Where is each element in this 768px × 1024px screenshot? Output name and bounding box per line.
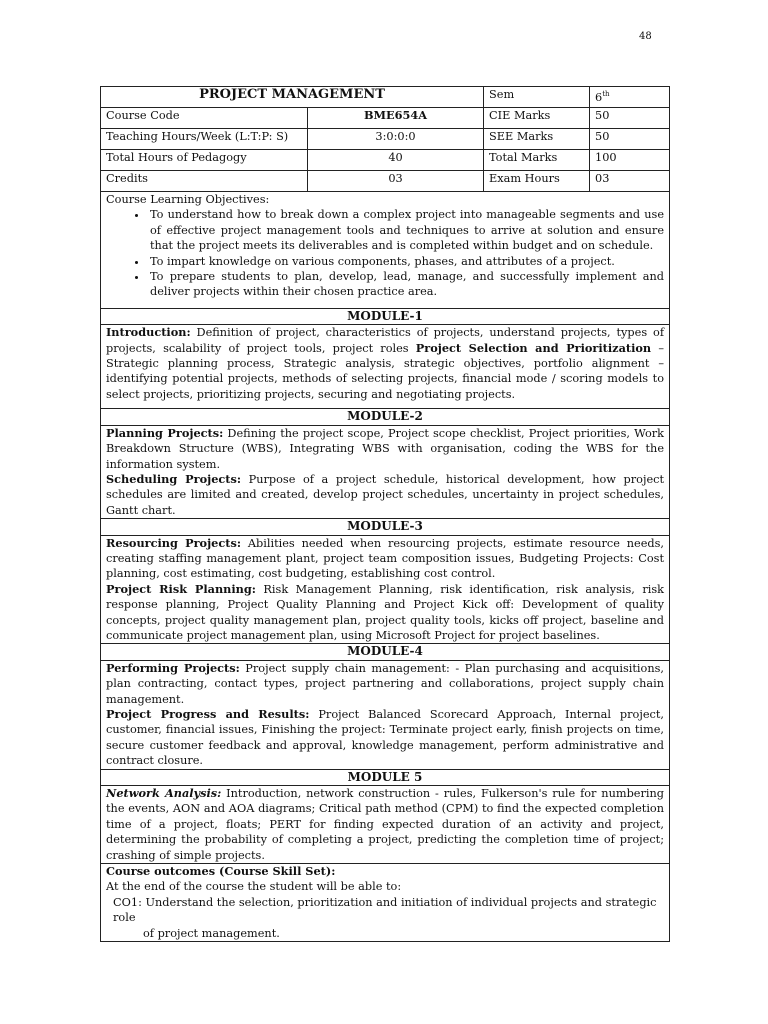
objectives-heading: Course Learning Objectives: xyxy=(106,193,270,206)
page-number: 48 xyxy=(639,31,652,42)
co1-line xyxy=(106,895,664,926)
objective-item: • To understand how to break down a complex project into manageable segments and use of effective project management tools and techniques to arrive at solution and ensure that the project meets its deliverables and is completed within budget and on schedule. xyxy=(148,207,664,253)
section-text: Definition of project, characteristics of projects, understand projects, types of projects, scalability of project tools, project roles xyxy=(106,326,665,355)
info-row xyxy=(101,108,670,129)
co1-continuation: of project management. xyxy=(143,926,280,940)
section-text: – Strategic planning process, Strategic analysis, strategic objectives, portfolio alignment – identifying potential projects, methods of selecting projects, financial mode / scoring models to select projects, prioritizing projects, securing and negotiating projects. xyxy=(106,341,665,401)
info-label: Credits xyxy=(101,171,308,192)
info-value: 50 xyxy=(590,129,670,150)
info-value: 03 xyxy=(308,171,484,192)
info-label: Course Code xyxy=(101,108,308,129)
module-4-content xyxy=(101,660,670,769)
section-text: Purpose of a project schedule, historical development, how project schedules are limited and created, develop project schedules, uncertainty in project schedules, Gantt chart. xyxy=(106,472,665,517)
outcomes-cell xyxy=(101,864,670,942)
module-3-para-1 xyxy=(106,536,664,582)
module-5-content xyxy=(101,786,670,864)
info-label: SEE Marks xyxy=(484,129,590,150)
module-2-content xyxy=(101,425,670,518)
module-1-heading: MODULE-1 xyxy=(101,308,670,324)
section-label: Network Analysis: xyxy=(106,786,222,801)
section-text: Risk Management Planning, risk identification, risk analysis, risk response planning, Project Quality Planning and Project Kick off: Development of quality concepts, project quality management plan, project quality tools, kicks off project, baseline and communicate project management plan, using Microsoft Project for project baselines. xyxy=(106,582,665,642)
section-label: Project Progress and Results: xyxy=(106,707,310,721)
section-label: Project Selection and Prioritization xyxy=(415,340,652,355)
section-text: Project supply chain management: - Plan purchasing and acquisitions, plan contracting, contact types, project partnering and collaborations, project supply chain management. xyxy=(106,661,665,706)
info-value: 50 xyxy=(590,108,670,129)
info-label: Exam Hours xyxy=(484,171,590,192)
module-3-heading: MODULE-3 xyxy=(101,519,670,535)
outcomes-intro: At the end of the course the student will be able to: xyxy=(106,880,402,894)
module-3-content xyxy=(101,535,670,644)
co1-text: Understand the selection, prioritization and initiation of individual projects and strategic role xyxy=(113,895,657,925)
objectives-row xyxy=(101,192,670,309)
objectives-cell xyxy=(101,192,670,309)
objectives-list xyxy=(106,207,664,299)
module-5-heading: MODULE 5 xyxy=(101,769,670,785)
info-row xyxy=(101,150,670,171)
section-label: Scheduling Projects: xyxy=(106,471,242,486)
module-1-content xyxy=(101,325,670,409)
info-label: Teaching Hours/Week (L:T:P: S) xyxy=(101,129,308,150)
module-2-heading: MODULE-2 xyxy=(101,409,670,425)
section-label: Introduction: xyxy=(106,325,191,340)
module-1-para-1 xyxy=(106,325,664,402)
module-2-para-2 xyxy=(106,472,664,518)
objective-item: • To prepare students to plan, develop, lead, manage, and successfully implement and deliver projects within their chosen practice area. xyxy=(148,269,664,300)
module-4-para-1 xyxy=(106,661,664,707)
info-value: 03 xyxy=(590,171,670,192)
title-row xyxy=(101,87,670,108)
section-label: Project Risk Planning: xyxy=(106,581,256,596)
info-label: Total Hours of Pedagogy xyxy=(101,150,308,171)
module-3-para-2 xyxy=(106,582,664,644)
info-label: Total Marks xyxy=(484,150,590,171)
section-label: Planning Projects: xyxy=(106,425,224,440)
module-4-heading: MODULE-4 xyxy=(101,644,670,660)
sem-label: Sem xyxy=(484,87,590,108)
info-row xyxy=(101,171,670,192)
section-text: Project Balanced Scorecard Approach, Internal project, customer, financial issues, Finishing the project: Terminate project early, finish projects on time, secure customer feedback and approval, knowledge management, perform administrative and contract closure. xyxy=(106,708,665,768)
info-value: 40 xyxy=(308,150,484,171)
info-label: CIE Marks xyxy=(484,108,590,129)
sem-value xyxy=(590,87,670,108)
course-code-value: BME654A xyxy=(308,108,484,129)
section-text: Introduction, network construction - rules, Fulkerson's rule for numbering the events, AON and AOA diagrams; Critical path method (CPM) to find the expected completion time of a project, floats; PERT for finding expected duration of an activity and project, determining the probability of completing a project, predicting the completion time of project; crashing of simple projects. xyxy=(106,787,665,862)
info-value: 3:0:0:0 xyxy=(308,129,484,150)
sem-suffix: th xyxy=(602,90,610,98)
module-4-para-2 xyxy=(106,707,664,769)
section-label: Resourcing Projects: xyxy=(106,535,241,550)
course-title: PROJECT MANAGEMENT xyxy=(101,87,484,108)
module-5-para-1 xyxy=(106,786,664,863)
module-2-para-1 xyxy=(106,426,664,472)
section-text: Abilities needed when resourcing projects, estimate resource needs, creating staffing management plant, project team composition issues, Budgeting Projects: Cost planning, cost estimating, cost budgeting, establishing cost control. xyxy=(106,536,665,581)
section-label: Performing Projects: xyxy=(106,660,240,675)
co1-code: CO1: xyxy=(113,895,142,909)
outcomes-heading: Course outcomes (Course Skill Set): xyxy=(106,864,336,879)
objective-item: • To impart knowledge on various components, phases, and attributes of a project. xyxy=(148,254,664,269)
section-text: Defining the project scope, Project scope checklist, Project priorities, Work Breakdown Structure (WBS), Integrating WBS with organisation, coding the WBS for the information system. xyxy=(106,426,665,471)
syllabus-table xyxy=(100,86,670,942)
info-row xyxy=(101,129,670,150)
sem-number: 6 xyxy=(595,90,603,104)
info-value: 100 xyxy=(590,150,670,171)
